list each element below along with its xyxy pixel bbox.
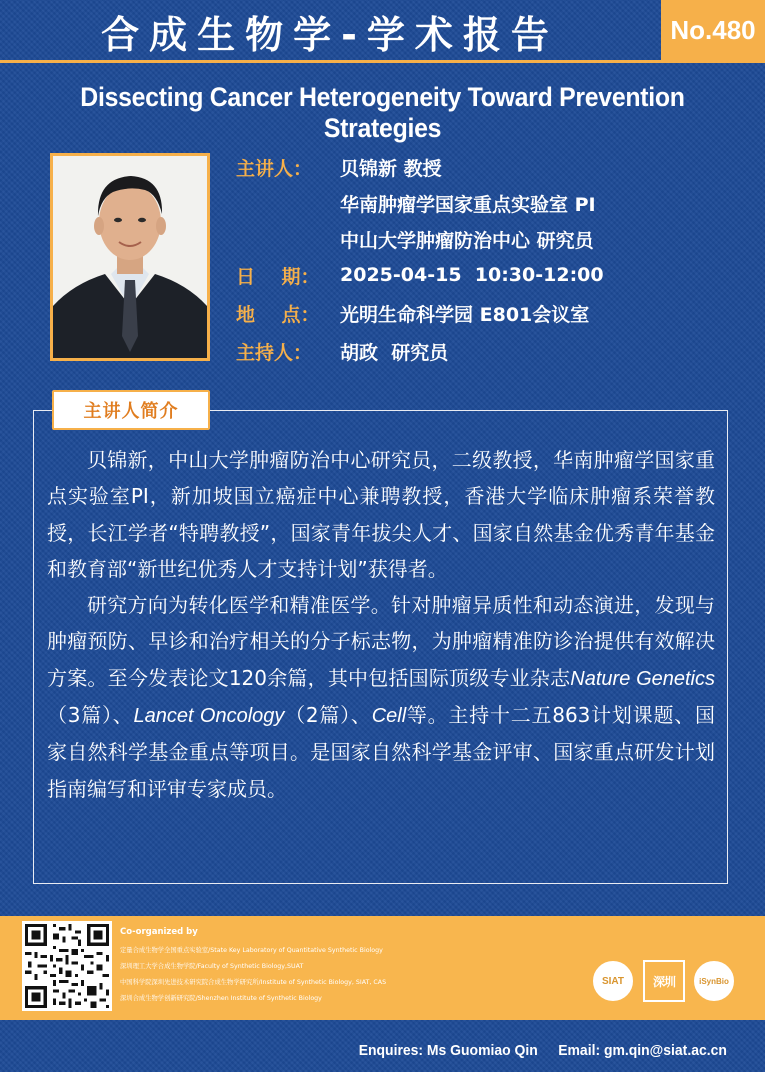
speaker-photo (50, 153, 210, 361)
organizer-line: 深圳理工大学合成生物学院/Faculty of Synthetic Biology,SUAT (120, 963, 304, 970)
date-value: 2025-04-15 10:30-12:00 (340, 264, 604, 286)
institute-logo: 深圳 (643, 960, 685, 1002)
host-label: 主持人： (236, 341, 313, 364)
info-row-host (236, 336, 448, 366)
info-row-affiliation-1 (236, 188, 596, 218)
siat-logo: SIAT (591, 959, 635, 1003)
info-row-affiliation-2 (236, 224, 594, 254)
organizer-line: 深圳合成生物学创新研究院/Shenzhen Institute of Synthetic Biology (120, 995, 322, 1002)
info-row-location (236, 298, 589, 328)
contact-enquires: Enquires: Ms Guomiao Qin (358, 1042, 538, 1059)
journal-cell: Cell (371, 705, 407, 728)
journal-nature-genetics: Nature Genetics (570, 667, 715, 690)
speaker-affiliation-1: 华南肿瘤学国家重点实验室 PI (340, 193, 596, 216)
issue-number-badge: No.480 (661, 0, 765, 60)
bio-heading: 主讲人简介 (52, 390, 210, 430)
contact-info (359, 1042, 727, 1059)
isynbio-logo: iSynBio (692, 959, 736, 1003)
location-value: 光明生命科学园 E801会议室 (340, 303, 590, 326)
speaker-portrait-image (53, 156, 207, 358)
speaker-label: 主讲人： (236, 157, 313, 180)
speaker-name: 贝锦新 教授 (340, 157, 442, 180)
info-row-speaker (236, 152, 442, 182)
location-label: 地 点： (236, 303, 320, 326)
journal-lancet-oncology: Lancet Oncology (133, 705, 285, 728)
host-value: 胡政 研究员 (340, 341, 449, 364)
talk-title: Dissecting Cancer Heterogeneity Toward Prevention Strategies (80, 82, 685, 143)
bio-paragraph-1: 贝锦新，中山大学肿瘤防治中心研究员，二级教授，华南肿瘤学国家重点实验室PI，新加坡国立癌症中心兼聘教授，香港大学临床肿瘤系荣誉教授，长江学者“特聘教授”，国家青年拔尖人才、国家自然基金优秀青年基金和教育部“新世纪优秀人才支持计划”获得者。 (47, 448, 715, 581)
qr-code-icon (22, 921, 112, 1011)
bio-paragraph-2: 研究方向为转化医学和精准医学。针对肿瘤异质性和动态演进，发现与肿瘤预防、早诊和治疗相关的分子标志物，为肿瘤精准防诊治提供有效解决方案。至今发表论文120余篇，其中包括国际顶级专业杂志Nature Genetics（3篇）、Lancet Oncology（2篇）、Cell等。主持十二五863计划课题、国家自然科学基金重点等项目。是国家自然科学基金评审、国家重点研发计划指南编写和评审专家成员。 (47, 593, 715, 801)
date-label: 日 期： (236, 265, 320, 288)
info-row-date (236, 260, 604, 290)
organizer-line: 定量合成生物学全国重点实验室/State Key Laboratory of Quantitative Synthetic Biology (120, 947, 383, 954)
bio-text (47, 442, 715, 807)
co-organized-heading: Co-organized by (120, 927, 198, 937)
speaker-affiliation-2: 中山大学肿瘤防治中心 研究员 (340, 229, 594, 252)
contact-email[interactable]: Email: gm.qin@siat.ac.cn (558, 1042, 727, 1059)
organizer-line: 中国科学院深圳先进技术研究院合成生物学研究所/Institute of Synthetic Biology, SIAT, CAS (120, 979, 387, 986)
header-divider (0, 60, 765, 63)
series-title: 合成生物学-学术报告 (101, 12, 559, 57)
